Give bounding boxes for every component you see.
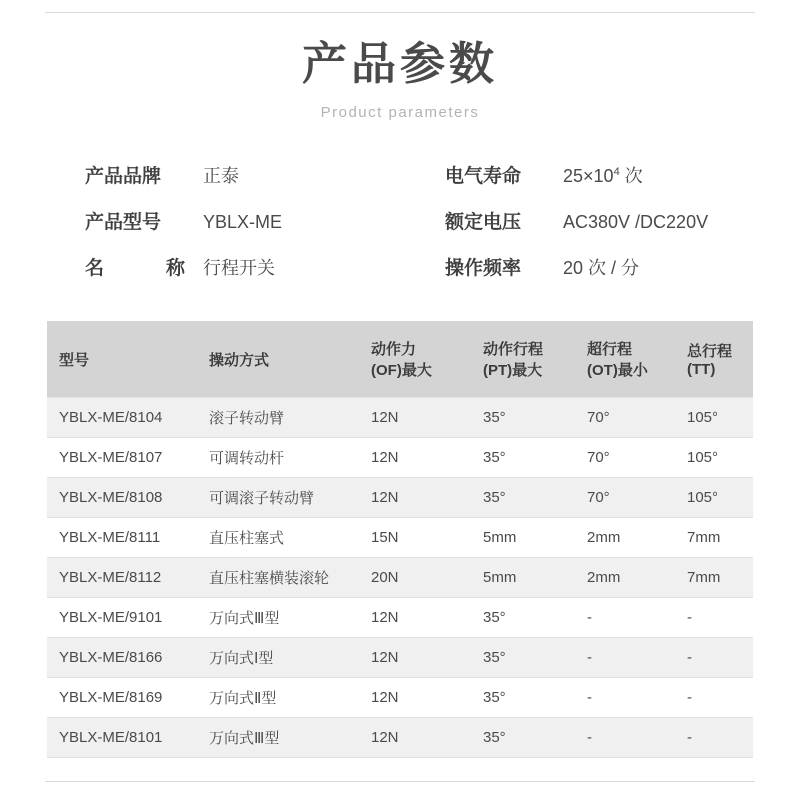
cell-pt: 35° <box>471 438 575 478</box>
bottom-divider <box>45 781 755 782</box>
cell-actuator: 万向式Ⅲ型 <box>197 718 359 758</box>
cell-model: YBLX-ME/8169 <box>47 678 197 718</box>
spec-table-wrapper <box>45 321 755 758</box>
column-header-of-line1: 动作力 <box>371 341 417 359</box>
cell-ot: - <box>575 638 675 678</box>
cell-model: YBLX-ME/8108 <box>47 478 197 518</box>
electrical-life-base: 25×10 <box>563 166 614 187</box>
cell-of: 12N <box>359 718 471 758</box>
cell-model: YBLX-ME/8101 <box>47 718 197 758</box>
column-header-pt-line1: 动作行程 <box>483 341 544 359</box>
cell-ot: - <box>575 718 675 758</box>
column-header-operating-force <box>359 321 471 398</box>
spec-value-model: YBLX-ME <box>203 212 283 233</box>
cell-ot: 2mm <box>575 518 675 558</box>
cell-tt: 105° <box>675 478 753 518</box>
column-header-ot-line1: 超行程 <box>587 341 633 359</box>
cell-model: YBLX-ME/8104 <box>47 398 197 438</box>
spec-row-operating-frequency <box>445 253 750 280</box>
cell-pt: 5mm <box>471 558 575 598</box>
column-header-model <box>47 321 197 398</box>
cell-tt: 7mm <box>675 558 753 598</box>
spec-row-rated-voltage <box>445 207 750 234</box>
spec-row-name <box>85 253 400 280</box>
cell-tt: - <box>675 718 753 758</box>
cell-actuator: 万向式Ⅰ型 <box>197 638 359 678</box>
spec-row-electrical-life <box>445 161 750 188</box>
table-row <box>47 398 753 438</box>
cell-ot: 70° <box>575 478 675 518</box>
spec-label-electrical-life: 电气寿命 <box>445 166 522 188</box>
cell-of: 12N <box>359 438 471 478</box>
cell-model: YBLX-ME/8112 <box>47 558 197 598</box>
cell-actuator: 可调转动杆 <box>197 438 359 478</box>
spec-label-brand: 产品品牌 <box>85 166 162 188</box>
cell-tt: - <box>675 598 753 638</box>
cell-ot: 70° <box>575 438 675 478</box>
column-header-ot-line2: (OT)最小 <box>587 362 648 380</box>
cell-pt: 35° <box>471 678 575 718</box>
column-header-model-line1: 型号 <box>59 351 90 369</box>
column-header-tt-line1: 总行程 <box>687 343 733 361</box>
spec-label-name <box>85 253 203 280</box>
table-row <box>47 638 753 678</box>
spec-value-name: 行程开关 <box>203 258 275 279</box>
spec-value-brand: 正泰 <box>203 166 239 187</box>
spec-row-brand <box>85 161 400 188</box>
cell-actuator: 万向式Ⅲ型 <box>197 598 359 638</box>
spec-summary <box>45 161 755 299</box>
cell-model: YBLX-ME/8107 <box>47 438 197 478</box>
spec-table <box>47 321 753 758</box>
page-title-block <box>45 0 755 121</box>
table-row <box>47 598 753 638</box>
spec-value-operating-frequency: 20 次 / 分 <box>563 258 640 279</box>
page-title: 产品参数 <box>301 38 498 89</box>
table-row <box>47 718 753 758</box>
cell-pt: 5mm <box>471 518 575 558</box>
cell-model: YBLX-ME/8111 <box>47 518 197 558</box>
cell-pt: 35° <box>471 598 575 638</box>
table-row <box>47 558 753 598</box>
column-header-overtravel <box>575 321 675 398</box>
cell-of: 12N <box>359 678 471 718</box>
cell-ot: 2mm <box>575 558 675 598</box>
column-header-tt-line2: (TT) <box>687 361 716 379</box>
cell-model: YBLX-ME/8166 <box>47 638 197 678</box>
table-row <box>47 478 753 518</box>
column-header-totaltravel <box>675 321 753 398</box>
cell-pt: 35° <box>471 638 575 678</box>
spec-value-rated-voltage: AC380V /DC220V <box>563 212 709 233</box>
cell-tt: - <box>675 678 753 718</box>
table-row <box>47 438 753 478</box>
cell-pt: 35° <box>471 718 575 758</box>
cell-of: 12N <box>359 478 471 518</box>
cell-model: YBLX-ME/9101 <box>47 598 197 638</box>
cell-ot: 70° <box>575 398 675 438</box>
table-body <box>47 398 753 758</box>
cell-actuator: 直压柱塞式 <box>197 518 359 558</box>
column-header-of-line2: (OF)最大 <box>371 362 432 380</box>
column-header-pt-line2: (PT)最大 <box>483 362 543 380</box>
spec-label-model: 产品型号 <box>85 212 162 234</box>
column-header-actuator <box>197 321 359 398</box>
table-header-row <box>47 321 753 398</box>
cell-actuator: 滚子转动臂 <box>197 398 359 438</box>
electrical-life-exponent: 4 <box>613 166 620 179</box>
spec-label-operating-frequency: 操作频率 <box>445 258 522 280</box>
cell-tt: 105° <box>675 398 753 438</box>
electrical-life-unit: 次 <box>619 166 643 187</box>
table-header <box>47 321 753 398</box>
table-row <box>47 518 753 558</box>
cell-of: 12N <box>359 598 471 638</box>
spec-row-model <box>85 207 400 234</box>
cell-tt: 105° <box>675 438 753 478</box>
column-header-actuator-line1: 操动方式 <box>209 351 270 369</box>
spec-label-rated-voltage: 额定电压 <box>445 212 522 234</box>
column-header-pretravel <box>471 321 575 398</box>
cell-tt: 7mm <box>675 518 753 558</box>
cell-pt: 35° <box>471 398 575 438</box>
spec-column-left <box>50 161 400 299</box>
cell-ot: - <box>575 598 675 638</box>
cell-actuator: 直压柱塞横装滚轮 <box>197 558 359 598</box>
spec-label-name-char-2: 称 <box>165 258 185 280</box>
top-divider <box>45 12 755 13</box>
spec-value-electrical-life <box>563 162 643 188</box>
table-row <box>47 678 753 718</box>
page-subtitle: Product parameters <box>320 104 480 122</box>
spec-label-name-char-1: 名 <box>85 258 105 280</box>
cell-actuator: 可调滚子转动臂 <box>197 478 359 518</box>
cell-actuator: 万向式Ⅱ型 <box>197 678 359 718</box>
cell-pt: 35° <box>471 478 575 518</box>
cell-tt: - <box>675 638 753 678</box>
cell-of: 12N <box>359 398 471 438</box>
cell-of: 20N <box>359 558 471 598</box>
spec-column-right <box>400 161 750 299</box>
cell-of: 12N <box>359 638 471 678</box>
cell-ot: - <box>575 678 675 718</box>
cell-of: 15N <box>359 518 471 558</box>
